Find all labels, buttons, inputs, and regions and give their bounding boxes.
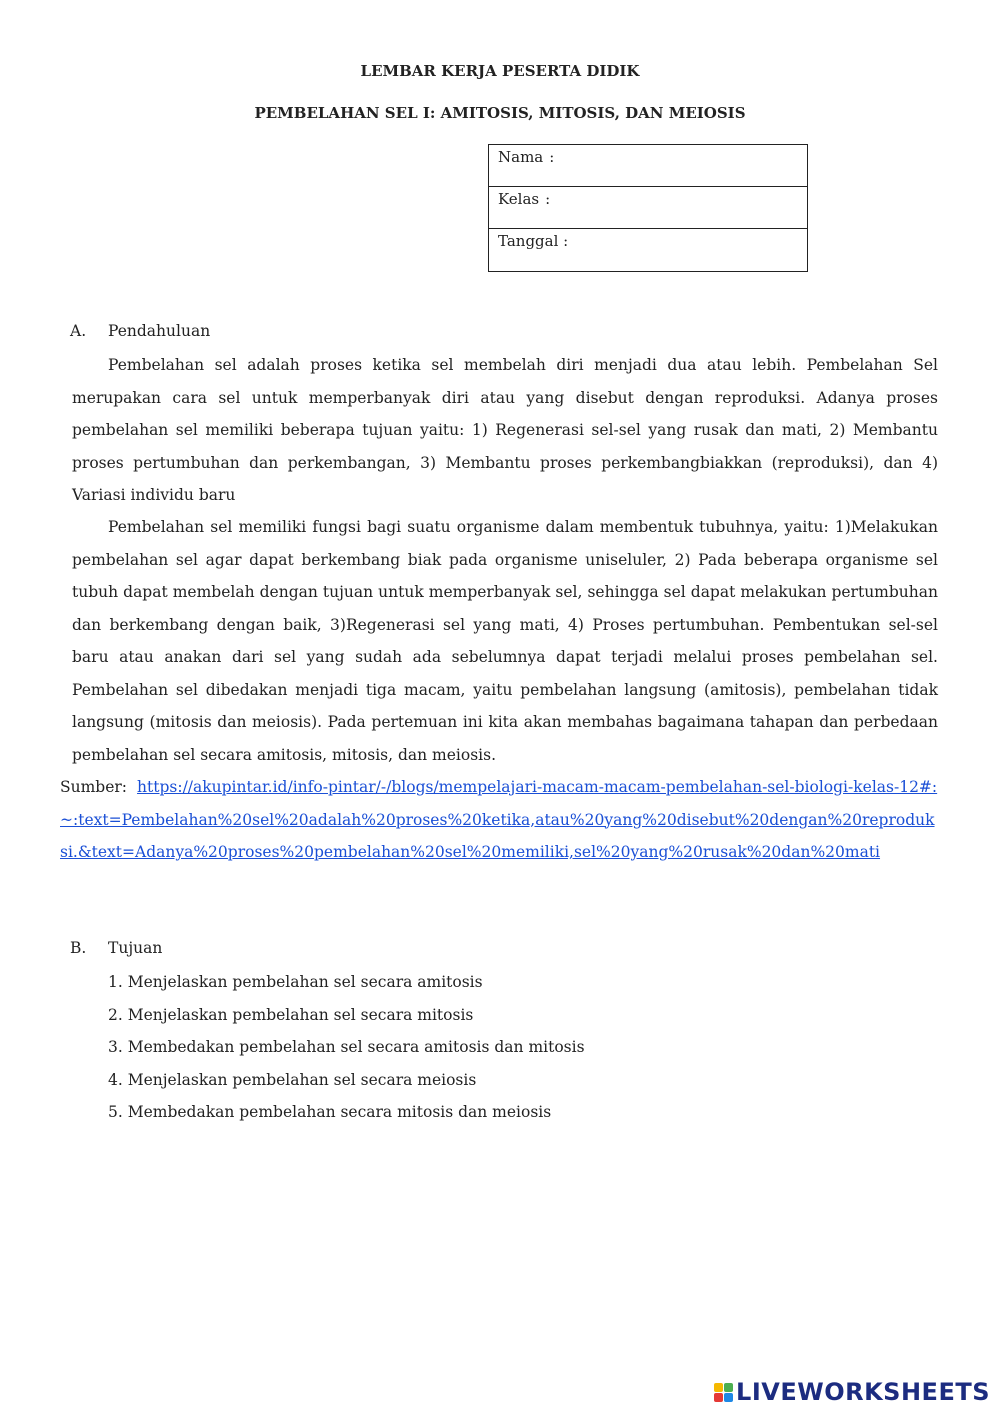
source-link[interactable]: https://akupintar.id/info-pintar/-/blogs/mempelajari-macam-macam-pembelahan-sel-biologi-kelas-12#:~:text=Pembelahan%20sel%20adalah%20proses%20ketika,atau%20yang%20disebut%20dengan%20reproduksi.&text=Adanya%20proses%20pembelahan%20sel%20memiliki,sel%20yang%20rusak%20dan%20mati [60,778,938,861]
section-b-heading [70,939,162,957]
worksheet-title: LEMBAR KERJA PESERTA DIDIK [360,62,640,80]
goal-item: 1. Menjelaskan pembelahan sel secara amitosis [108,973,483,991]
section-a-heading [70,322,210,340]
goal-item: 4. Menjelaskan pembelahan sel secara meiosis [108,1070,477,1089]
goals-list [108,966,585,1129]
student-identity-box [488,144,808,272]
goal-item: 5. Membedakan pembelahan secara mitosis dan meiosis [108,1103,552,1121]
section-b-title: Tujuan [108,939,163,957]
liveworksheets-branding [714,1378,990,1406]
logo-square [714,1383,723,1392]
name-field[interactable] [489,145,807,187]
name-colon: : [549,148,555,166]
date-field[interactable] [489,229,807,271]
date-label: Tanggal : [498,232,569,250]
section-a-title: Pendahuluan [108,322,211,340]
class-field[interactable] [489,187,807,229]
intro-paragraph-2: Pembelahan sel memiliki fungsi bagi suatu organisme dalam membentuk tubuhnya, yaitu: 1)Melakukan pembelahan sel agar dapat berkembang biak pada organisme uniseluler, 2) Pada beberapa organisme sel tubuh dapat membelah dengan tujuan untuk memperbanyak sel, sehingga sel dapat melakukan pertumbuhan dan berkembang dengan baik, 3)Regenerasi sel yang mati, 4) Proses pertumbuhan. Pembentukan sel-sel baru atau anakan dari sel yang sudah ada sebelumnya dapat terjadi melalui proses pembelahan sel. Pembelahan sel dibedakan menjadi tiga macam, yaitu pembelahan langsung (amitosis), pembelahan tidak langsung (mitosis dan meiosis). Pada pertemuan ini kita akan membahas bagaimana tahapan dan perbedaan pembelahan sel secara amitosis, mitosis, dan meiosis. [72,518,938,764]
source-citation [60,771,940,869]
logo-square [714,1393,723,1402]
section-a-letter: A. [70,322,87,340]
goal-item: 2. Menjelaskan pembelahan sel secara mitosis [108,1005,474,1024]
worksheet-subtitle: PEMBELAHAN SEL I: AMITOSIS, MITOSIS, DAN MEIOSIS [254,104,746,122]
class-label: Kelas [498,190,540,208]
class-colon: : [545,190,551,208]
section-b-letter: B. [70,939,87,957]
brand-name: LIVEWORKSHEETS [736,1378,990,1406]
name-label: Nama [498,148,544,166]
goal-item: 3. Membedakan pembelahan sel secara amitosis dan mitosis [108,1038,585,1056]
logo-square [724,1393,733,1402]
source-label: Sumber: [60,778,128,796]
logo-square [724,1383,733,1392]
liveworksheets-logo-icon [714,1383,733,1402]
intro-paragraph-1: Pembelahan sel adalah proses ketika sel membelah diri menjadi dua atau lebih. Pembelahan Sel merupakan cara sel untuk memperbanyak diri atau yang disebut dengan reproduksi. Adanya proses pembelahan sel memiliki beberapa tujuan yaitu: 1) Regenerasi sel-sel yang rusak dan mati, 2) Membantu proses pertumbuhan dan perkembangan, 3) Membantu proses perkembangbiakkan (reproduksi), dan 4) Variasi individu baru [72,356,938,504]
